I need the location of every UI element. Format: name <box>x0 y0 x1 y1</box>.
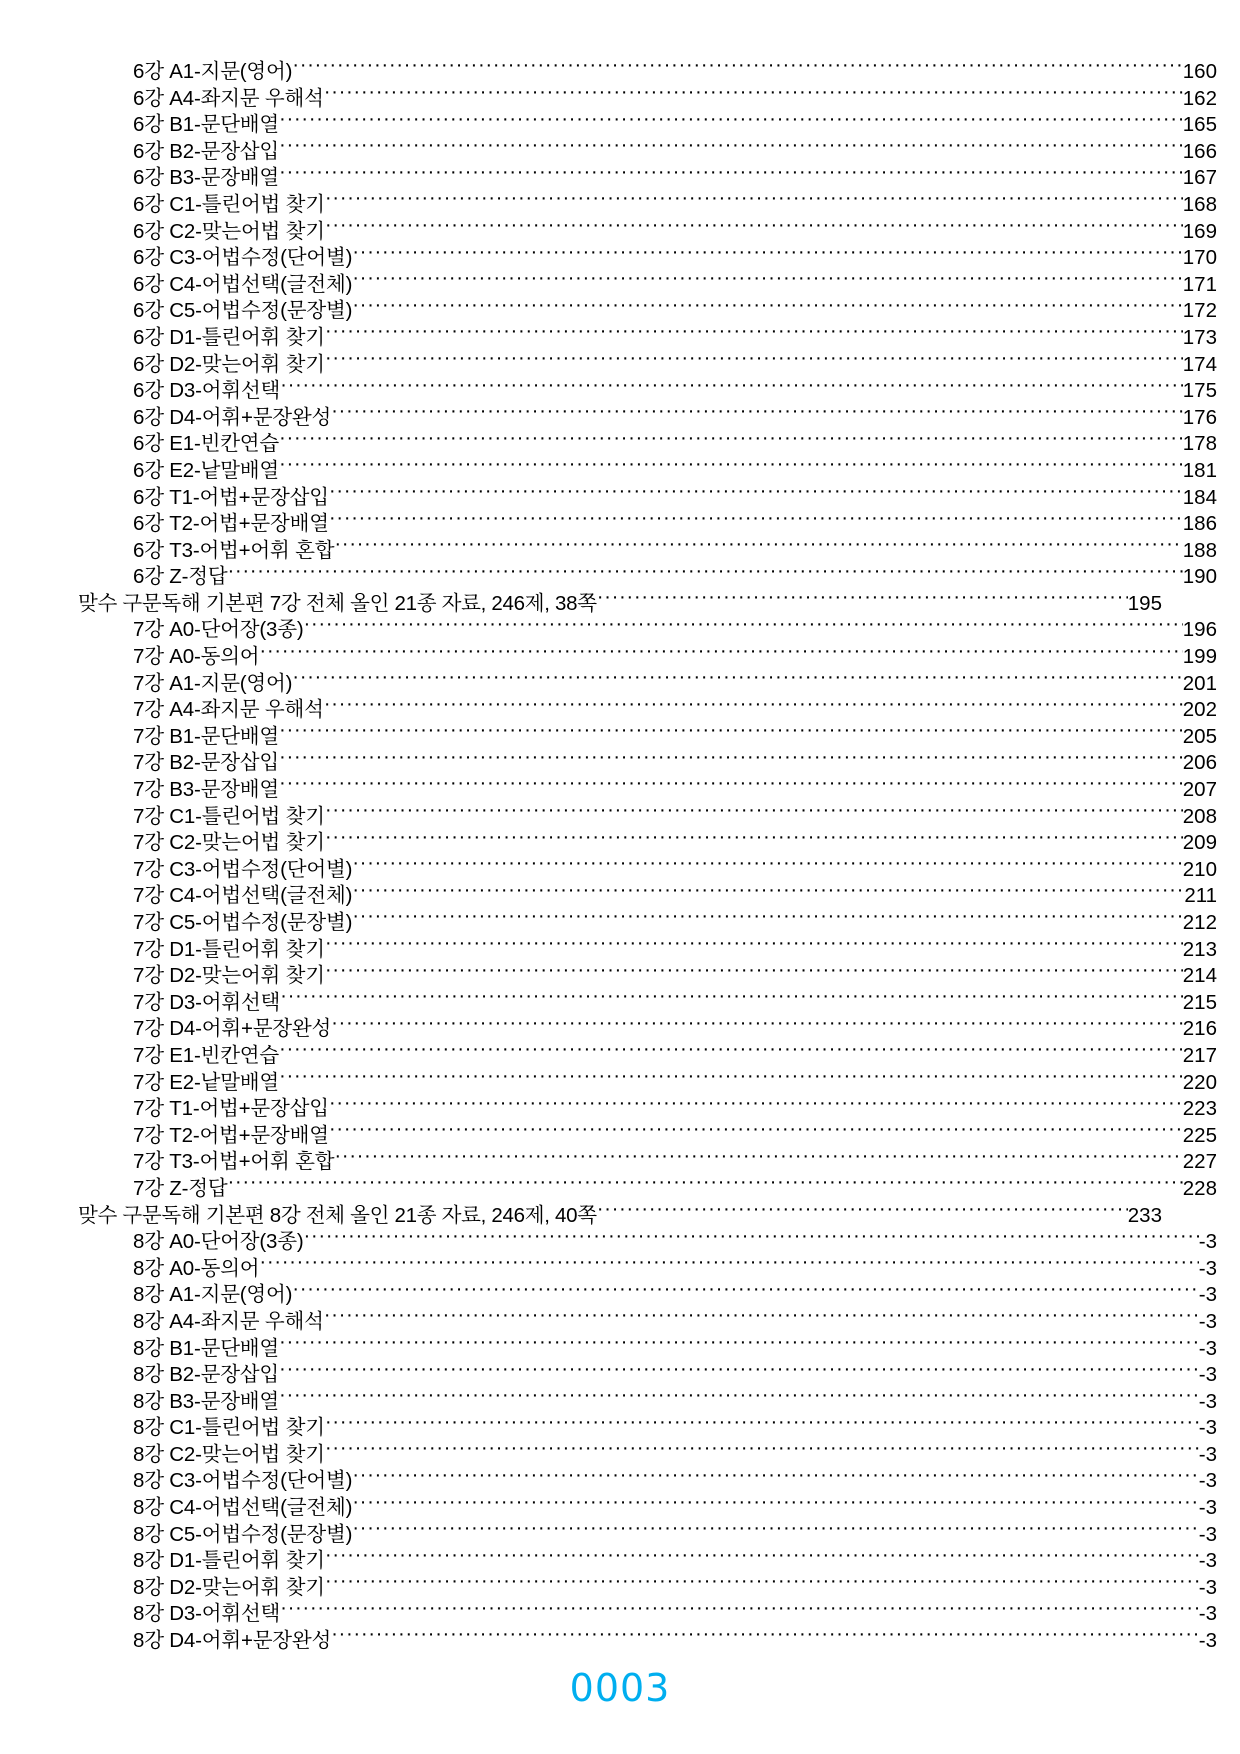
toc-entry[interactable] <box>78 886 1217 913</box>
toc-entry-label: 8강 B2-문장삽입 <box>133 1363 280 1387</box>
toc-entry[interactable] <box>78 700 1217 727</box>
toc-entry-page-number: -3 <box>1198 1549 1217 1573</box>
toc-section-header[interactable] <box>78 591 1162 621</box>
dot-leader <box>331 408 1183 424</box>
toc-entry-page-number: 223 <box>1182 1097 1217 1121</box>
toc-entry-label: 8강 D2-맞는어휘 찾기 <box>133 1575 325 1599</box>
dot-leader <box>352 913 1183 929</box>
dot-leader <box>325 1418 1199 1434</box>
toc-entry[interactable] <box>78 1336 1217 1366</box>
toc-entry-label: 7강 A0-동의어 <box>133 645 260 669</box>
dot-leader <box>352 1525 1199 1541</box>
toc-entry-page-number: 172 <box>1182 299 1217 323</box>
toc-entry[interactable] <box>78 913 1217 940</box>
toc-entry[interactable] <box>78 966 1217 993</box>
toc-entry[interactable] <box>78 538 1217 568</box>
dot-leader <box>325 940 1183 956</box>
toc-entry[interactable] <box>78 1256 1217 1286</box>
toc-entry[interactable] <box>78 647 1217 674</box>
dot-leader <box>279 1339 1199 1355</box>
toc-entry-page-number: -3 <box>1198 1629 1217 1653</box>
toc-entry-label: 7강 D2-맞는어휘 찾기 <box>133 964 325 988</box>
toc-entry[interactable] <box>78 219 1217 249</box>
dot-leader <box>259 1259 1198 1275</box>
toc-entry-label: 8강 B1-문단배열 <box>133 1336 280 1360</box>
toc-entry[interactable] <box>78 272 1217 302</box>
toc-entry-label: 7강 T1-어법+문장삽입 <box>133 1097 329 1121</box>
toc-entry-page-number: 188 <box>1182 538 1217 562</box>
toc-entry-page-number: -3 <box>1198 1363 1217 1387</box>
toc-entry[interactable] <box>78 458 1217 488</box>
toc-entry[interactable] <box>78 1070 1217 1100</box>
dot-leader <box>279 753 1183 769</box>
toc-entry[interactable] <box>78 937 1217 967</box>
toc-entry-label: 6강 D2-맞는어휘 찾기 <box>133 352 325 376</box>
dot-leader <box>334 541 1182 557</box>
toc-entry-page-number: 206 <box>1182 751 1217 775</box>
toc-entry-label: 맞수 구문독해 기본편 8강 전체 올인 21종 자료, 246제, 40쪽 <box>78 1203 597 1227</box>
toc-entry-page-number: -3 <box>1198 1389 1217 1413</box>
dot-leader <box>352 301 1183 317</box>
toc-entry[interactable] <box>78 325 1217 355</box>
page-number-footer: 0003 <box>569 1666 671 1710</box>
dot-leader <box>352 886 1184 902</box>
dot-leader <box>352 1498 1199 1514</box>
toc-entry-label: 7강 A4-좌지문 우해석 <box>133 698 324 722</box>
toc-entry[interactable] <box>78 1232 1217 1259</box>
toc-entry-page-number: 212 <box>1182 911 1217 934</box>
toc-section-header[interactable] <box>78 1203 1162 1233</box>
toc-entry[interactable] <box>78 804 1217 834</box>
toc-entry-page-number: -3 <box>1198 1602 1217 1626</box>
toc-entry-label: 7강 C3-어법수정(단어별) <box>133 857 353 881</box>
toc-entry-label: 6강 Z-정답 <box>133 565 228 589</box>
dot-leader <box>325 1445 1199 1461</box>
toc-entry[interactable] <box>78 352 1217 382</box>
dot-leader <box>329 1099 1183 1115</box>
toc-entry[interactable] <box>78 1631 1217 1658</box>
dot-leader <box>279 727 1183 743</box>
toc-entry-page-number: 215 <box>1182 990 1217 1014</box>
dot-leader <box>324 1312 1199 1328</box>
toc-entry-label: 8강 D4-어휘+문장완성 <box>133 1629 332 1653</box>
toc-entry[interactable] <box>78 115 1217 142</box>
dot-leader <box>227 567 1182 583</box>
toc-entry-label: 8강 C5-어법수정(문장별) <box>133 1522 353 1546</box>
toc-entry[interactable] <box>78 1471 1217 1498</box>
toc-entry-page-number: 168 <box>1182 192 1217 216</box>
toc-entry-page-number: 202 <box>1182 698 1217 722</box>
toc-entry-label: 8강 A4-좌지문 우해석 <box>133 1309 324 1333</box>
toc-entry-page-number: 201 <box>1182 671 1217 695</box>
toc-entry-page-number: 228 <box>1182 1176 1217 1200</box>
toc-entry-label: 8강 A0-동의어 <box>133 1256 260 1280</box>
dot-leader <box>352 1471 1199 1487</box>
toc-entry-label: 7강 T2-어법+문장배열 <box>133 1123 329 1147</box>
toc-entry[interactable] <box>78 434 1217 461</box>
toc-entry[interactable] <box>78 1442 1217 1472</box>
toc-entry[interactable] <box>78 514 1217 541</box>
dot-leader <box>352 860 1183 876</box>
toc-entry-page-number: -3 <box>1198 1522 1217 1546</box>
toc-entry-label: 6강 E2-낱말배열 <box>133 458 280 482</box>
toc-entry-label: 7강 B2-문장삽입 <box>133 751 280 775</box>
dot-leader <box>279 461 1183 477</box>
dot-leader <box>331 1631 1199 1647</box>
dot-leader <box>325 222 1183 238</box>
toc-entry[interactable] <box>78 620 1217 647</box>
toc-entry-label: 7강 T3-어법+어휘 혼합 <box>133 1150 335 1174</box>
toc-entry[interactable] <box>78 1365 1217 1392</box>
dot-leader <box>279 1392 1199 1408</box>
toc-entry-label: 8강 C2-맞는어법 찾기 <box>133 1442 325 1466</box>
toc-entry-label: 6강 T1-어법+문장삽입 <box>133 485 329 509</box>
toc-entry[interactable] <box>78 671 1217 701</box>
dot-leader <box>329 514 1183 530</box>
dot-leader <box>279 1046 1183 1062</box>
toc-entry-label: 7강 A1-지문(영어) <box>133 671 293 695</box>
toc-entry-page-number: -3 <box>1198 1416 1217 1440</box>
dot-leader <box>280 1604 1199 1620</box>
toc-entry-page-number: 174 <box>1182 352 1217 376</box>
toc-entry[interactable] <box>78 1604 1217 1631</box>
toc-entry-page-number: 169 <box>1182 219 1217 243</box>
dot-leader <box>325 195 1183 211</box>
toc-entry[interactable] <box>78 139 1217 169</box>
toc-entry[interactable] <box>78 1043 1217 1073</box>
toc-entry-page-number: 199 <box>1182 645 1217 669</box>
toc-entry-page-number: -3 <box>1198 1283 1217 1307</box>
toc-entry-label: 6강 B1-문단배열 <box>133 113 280 137</box>
dot-leader <box>279 168 1183 184</box>
toc-entry-page-number: -3 <box>1198 1336 1217 1360</box>
toc-entry-page-number: 195 <box>1127 591 1162 615</box>
toc-entry-label: 6강 C1-틀린어법 찾기 <box>133 192 325 216</box>
toc-entry[interactable] <box>78 1389 1217 1419</box>
toc-entry[interactable] <box>78 405 1217 435</box>
toc-entry[interactable] <box>78 833 1217 860</box>
dot-leader <box>325 966 1183 982</box>
toc-entry[interactable] <box>78 381 1217 408</box>
dot-leader <box>597 594 1128 610</box>
toc-entry[interactable] <box>78 857 1217 887</box>
toc-entry-page-number: 176 <box>1182 405 1217 429</box>
table-of-contents <box>78 60 1217 1658</box>
toc-entry-label: 7강 B3-문장배열 <box>133 778 280 802</box>
toc-entry-page-number: 186 <box>1182 512 1217 536</box>
dot-leader <box>292 1285 1198 1301</box>
toc-entry-page-number: 190 <box>1182 565 1217 589</box>
toc-entry[interactable] <box>78 1575 1217 1605</box>
toc-entry-page-number: 181 <box>1182 458 1217 482</box>
toc-entry-page-number: 184 <box>1182 485 1217 509</box>
toc-entry-label: 8강 C4-어법선택(글전체) <box>133 1496 353 1520</box>
toc-entry[interactable] <box>78 192 1217 222</box>
dot-leader <box>325 328 1183 344</box>
toc-entry-label: 6강 D3-어휘선택 <box>133 379 281 403</box>
dot-leader <box>292 62 1183 78</box>
toc-entry-label: 6강 C2-맞는어법 찾기 <box>133 219 325 243</box>
toc-entry-label: 7강 Z-정답 <box>133 1176 228 1200</box>
dot-leader <box>329 1126 1183 1142</box>
toc-entry[interactable] <box>78 168 1217 195</box>
dot-leader <box>292 674 1183 690</box>
toc-entry-label: 6강 T2-어법+문장배열 <box>133 512 329 536</box>
toc-entry[interactable] <box>78 1099 1217 1126</box>
toc-entry[interactable] <box>78 567 1217 594</box>
toc-entry-label: 6강 A4-좌지문 우해석 <box>133 86 324 110</box>
toc-entry-label: 8강 D3-어휘선택 <box>133 1602 281 1626</box>
toc-entry-label: 7강 C1-틀린어법 찾기 <box>133 804 325 828</box>
toc-entry-page-number: 207 <box>1182 778 1217 802</box>
toc-entry-page-number: 178 <box>1182 432 1217 456</box>
toc-entry-label: 8강 C3-어법수정(단어별) <box>133 1469 353 1493</box>
dot-leader <box>325 1551 1199 1567</box>
toc-entry-page-number: 173 <box>1182 325 1217 349</box>
toc-entry[interactable] <box>78 485 1217 515</box>
toc-entry-page-number: 162 <box>1182 86 1217 110</box>
toc-entry[interactable] <box>78 1309 1217 1339</box>
toc-entry[interactable] <box>78 1285 1217 1312</box>
toc-entry-page-number: 205 <box>1182 724 1217 748</box>
toc-entry-label: 8강 B3-문장배열 <box>133 1389 280 1413</box>
toc-entry-page-number: 227 <box>1182 1150 1217 1174</box>
dot-leader <box>279 434 1183 450</box>
toc-entry-page-number: -3 <box>1198 1469 1217 1493</box>
dot-leader <box>325 833 1183 849</box>
dot-leader <box>303 620 1182 636</box>
toc-entry[interactable] <box>78 1418 1217 1445</box>
toc-entry-label: 7강 D3-어휘선택 <box>133 990 281 1014</box>
dot-leader <box>279 142 1183 158</box>
toc-entry[interactable] <box>78 1522 1217 1552</box>
dot-leader <box>597 1206 1128 1222</box>
toc-entry-label: 6강 D4-어휘+문장완성 <box>133 405 332 429</box>
toc-entry-label: 7강 C4-어법선택(글전체) <box>133 884 353 908</box>
toc-entry-label: 8강 A0-단어장(3종) <box>133 1230 304 1254</box>
dot-leader <box>280 993 1183 1009</box>
toc-entry-page-number: 170 <box>1182 246 1217 270</box>
dot-leader <box>303 1232 1198 1248</box>
toc-entry[interactable] <box>78 1019 1217 1046</box>
toc-entry-page-number: 167 <box>1182 166 1217 190</box>
toc-entry-page-number: 233 <box>1127 1203 1162 1227</box>
dot-leader <box>324 700 1183 716</box>
toc-entry-label: 6강 E1-빈칸연습 <box>133 432 280 456</box>
toc-entry[interactable] <box>78 301 1217 328</box>
toc-entry-page-number: -3 <box>1198 1230 1217 1254</box>
toc-entry-label: 6강 D1-틀린어휘 찾기 <box>133 325 325 349</box>
toc-entry[interactable] <box>78 724 1217 754</box>
toc-entry-label: 7강 B1-문단배열 <box>133 724 280 748</box>
dot-leader <box>259 647 1182 663</box>
toc-entry[interactable] <box>78 1176 1217 1206</box>
toc-entry-page-number: -3 <box>1198 1256 1217 1280</box>
toc-entry-page-number: -3 <box>1198 1496 1217 1520</box>
dot-leader <box>279 780 1183 796</box>
toc-entry-label: 6강 C5-어법수정(문장별) <box>133 299 353 323</box>
toc-entry-page-number: 210 <box>1182 857 1217 881</box>
toc-entry-label: 8강 A1-지문(영어) <box>133 1283 293 1307</box>
toc-entry[interactable] <box>78 753 1217 780</box>
toc-entry[interactable] <box>78 86 1217 116</box>
dot-leader <box>352 275 1183 291</box>
toc-entry-label: 8강 D1-틀린어휘 찾기 <box>133 1549 325 1573</box>
dot-leader <box>279 1365 1199 1381</box>
toc-entry-label: 7강 E1-빈칸연습 <box>133 1043 280 1067</box>
toc-entry-page-number: 217 <box>1182 1043 1217 1067</box>
toc-entry[interactable] <box>78 1152 1217 1179</box>
dot-leader <box>331 1019 1183 1035</box>
toc-entry-page-number: 220 <box>1182 1070 1217 1094</box>
toc-entry-page-number: -3 <box>1198 1575 1217 1599</box>
toc-entry-page-number: 196 <box>1182 618 1217 642</box>
toc-entry[interactable] <box>78 990 1217 1020</box>
dot-leader <box>325 807 1183 823</box>
toc-entry-label: 6강 A1-지문(영어) <box>133 60 293 83</box>
toc-entry-label: 6강 C3-어법수정(단어별) <box>133 246 353 270</box>
dot-leader <box>325 355 1183 371</box>
toc-entry-label: 6강 C4-어법선택(글전체) <box>133 272 353 296</box>
toc-entry-label: 7강 D4-어휘+문장완성 <box>133 1017 332 1041</box>
toc-entry[interactable] <box>78 1498 1217 1525</box>
toc-entry-page-number: 165 <box>1182 113 1217 137</box>
toc-entry-page-number: 175 <box>1182 379 1217 403</box>
toc-entry-page-number: -3 <box>1198 1442 1217 1466</box>
toc-entry-page-number: 166 <box>1182 139 1217 163</box>
toc-entry-page-number: 216 <box>1182 1017 1217 1041</box>
toc-entry[interactable] <box>78 62 1217 89</box>
toc-entry-label: 6강 B3-문장배열 <box>133 166 280 190</box>
toc-entry-page-number: 214 <box>1182 964 1217 988</box>
dot-leader <box>279 115 1183 131</box>
dot-leader <box>280 381 1183 397</box>
toc-entry[interactable] <box>78 1123 1217 1153</box>
toc-entry-label: 6강 T3-어법+어휘 혼합 <box>133 538 335 562</box>
dot-leader <box>329 488 1183 504</box>
toc-entry[interactable] <box>78 1551 1217 1578</box>
toc-entry-page-number: 213 <box>1182 937 1217 961</box>
toc-entry-label: 7강 C2-맞는어법 찾기 <box>133 831 325 855</box>
toc-entry-page-number: 171 <box>1182 272 1217 296</box>
toc-entry-label: 7강 E2-낱말배열 <box>133 1070 280 1094</box>
toc-entry-label: 8강 C1-틀린어법 찾기 <box>133 1416 325 1440</box>
toc-entry-label: 6강 B2-문장삽입 <box>133 139 280 163</box>
toc-entry-page-number: 208 <box>1182 804 1217 828</box>
toc-entry-label: 맞수 구문독해 기본편 7강 전체 올인 21종 자료, 246제, 38쪽 <box>78 591 597 615</box>
dot-leader <box>279 1073 1183 1089</box>
toc-entry-page-number: 225 <box>1182 1123 1217 1147</box>
dot-leader <box>324 89 1183 105</box>
toc-entry-page-number: 209 <box>1182 831 1217 855</box>
toc-entry-label: 7강 C5-어법수정(문장별) <box>133 911 353 934</box>
dot-leader <box>352 248 1183 264</box>
dot-leader <box>334 1152 1182 1168</box>
toc-entry[interactable] <box>78 780 1217 807</box>
toc-entry-page-number: -3 <box>1198 1309 1217 1333</box>
toc-entry[interactable] <box>78 248 1217 275</box>
toc-entry-page-number: 211 <box>1184 884 1217 908</box>
toc-entry-label: 7강 D1-틀린어휘 찾기 <box>133 937 325 961</box>
toc-entry-page-number: 160 <box>1182 60 1217 83</box>
dot-leader <box>325 1578 1199 1594</box>
dot-leader <box>227 1179 1182 1195</box>
toc-entry-label: 7강 A0-단어장(3종) <box>133 618 304 642</box>
